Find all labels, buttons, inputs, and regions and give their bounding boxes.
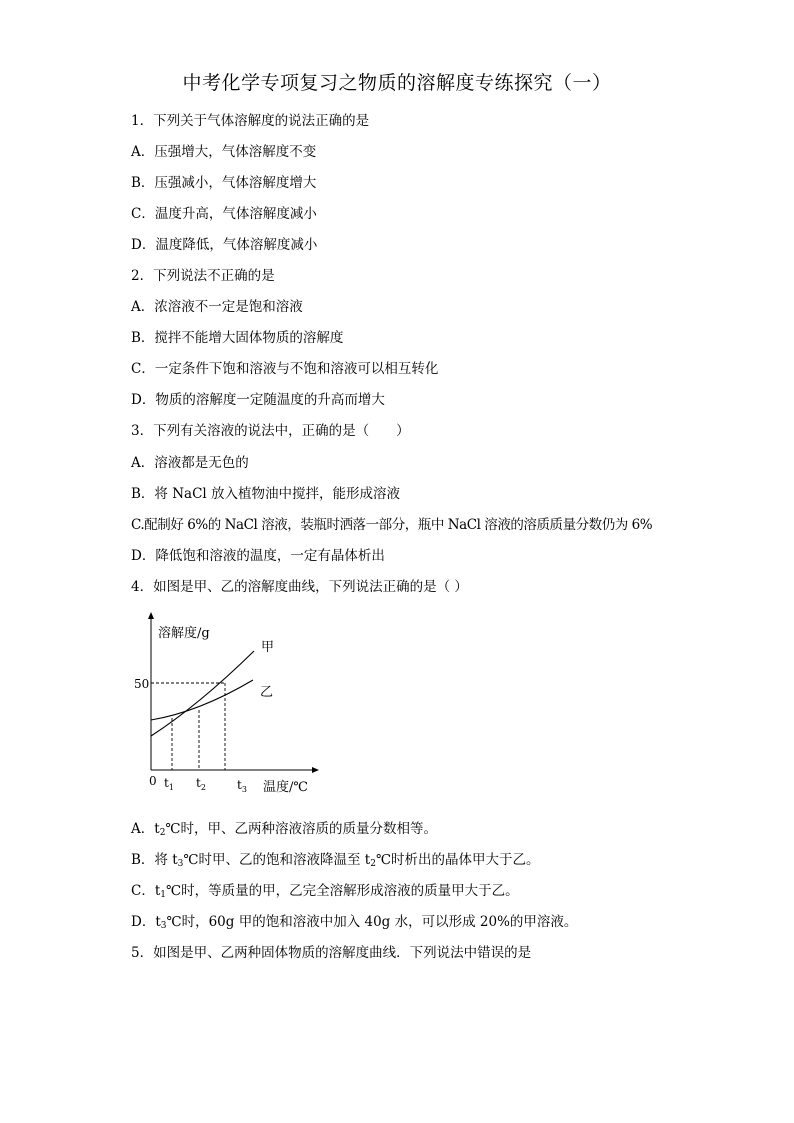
question-5-stem: 5．如图是甲、乙两种固体物质的溶解度曲线．下列说法中错误的是	[131, 945, 532, 961]
page-title: 中考化学专项复习之物质的溶解度专练探究（一）	[182, 72, 612, 94]
question-4-option-d: D．$t_3℃$时，60g 甲的饱和溶液中加入 40g 水，可以形成 20%的甲溶液。	[131, 914, 578, 931]
series-label-jia: 甲	[261, 640, 275, 655]
question-4-option-b: B．将 $t_3℃$时甲、乙的饱和溶液降温至 $t_2℃$时析出的晶体甲大于乙。	[131, 852, 540, 869]
question-3-option-a: A．溶液都是无色的	[131, 455, 249, 471]
question-3-stem: 3．下列有关溶液的说法中，正确的是（ ）	[131, 423, 410, 439]
question-4-option-c: C．$t_1℃$时，等质量的甲，乙完全溶解形成溶液的质量甲大于乙。	[131, 883, 519, 900]
question-2-option-d: D．物质的溶解度一定随温度的升高而增大	[131, 392, 385, 408]
question-1-option-a: A．压强增大，气体溶解度不变	[131, 144, 317, 160]
x-tick-t2: $t_2$	[196, 776, 206, 792]
question-3-option-d: D．降低饱和溶液的温度，一定有晶体析出	[131, 548, 385, 564]
series-label-yi: 乙	[260, 685, 274, 700]
question-2-option-c: C．一定条件下饱和溶液与不饱和溶液可以相互转化	[131, 361, 439, 377]
question-2-option-a: A．浓溶液不一定是饱和溶液	[131, 299, 303, 315]
curve-jia	[151, 651, 254, 736]
question-4-option-a: A．$t_2℃$时，甲、乙两种溶液溶质的质量分数相等。	[131, 821, 438, 838]
question-1-option-c: C．温度升高，气体溶解度减小	[131, 206, 317, 222]
x-tick-t1: $t_1$	[164, 776, 174, 792]
y-tick-50: 50	[134, 677, 150, 691]
question-1-option-d: D．温度降低，气体溶解度减小	[131, 237, 318, 253]
question-1-stem: 1．下列关于气体溶解度的说法正确的是	[131, 113, 370, 129]
x-tick-t3: $t_3$	[237, 778, 247, 794]
question-2-option-b: B．搅拌不能增大固体物质的溶解度	[131, 330, 344, 346]
question-4-stem: 4．如图是甲、乙的溶解度曲线，下列说法正确的是（ ）	[131, 579, 468, 595]
curve-yi	[151, 680, 253, 720]
solubility-chart	[125, 605, 325, 800]
x-axis-label: 温度/℃	[263, 780, 308, 795]
question-1-option-b: B．压强减小，气体溶解度增大	[131, 175, 317, 191]
question-3-option-b: B．将 NaCl 放入植物油中搅拌，能形成溶液	[131, 486, 401, 502]
origin-label: 0	[149, 774, 157, 788]
question-3-option-c: C.配制好 6%的 NaCl 溶液，装瓶时洒落一部分，瓶中 NaCl 溶液的溶质质量分数仍为 6%	[131, 517, 653, 533]
question-2-stem: 2．下列说法不正确的是	[131, 268, 275, 284]
y-axis-label: 溶解度/g	[158, 626, 210, 641]
